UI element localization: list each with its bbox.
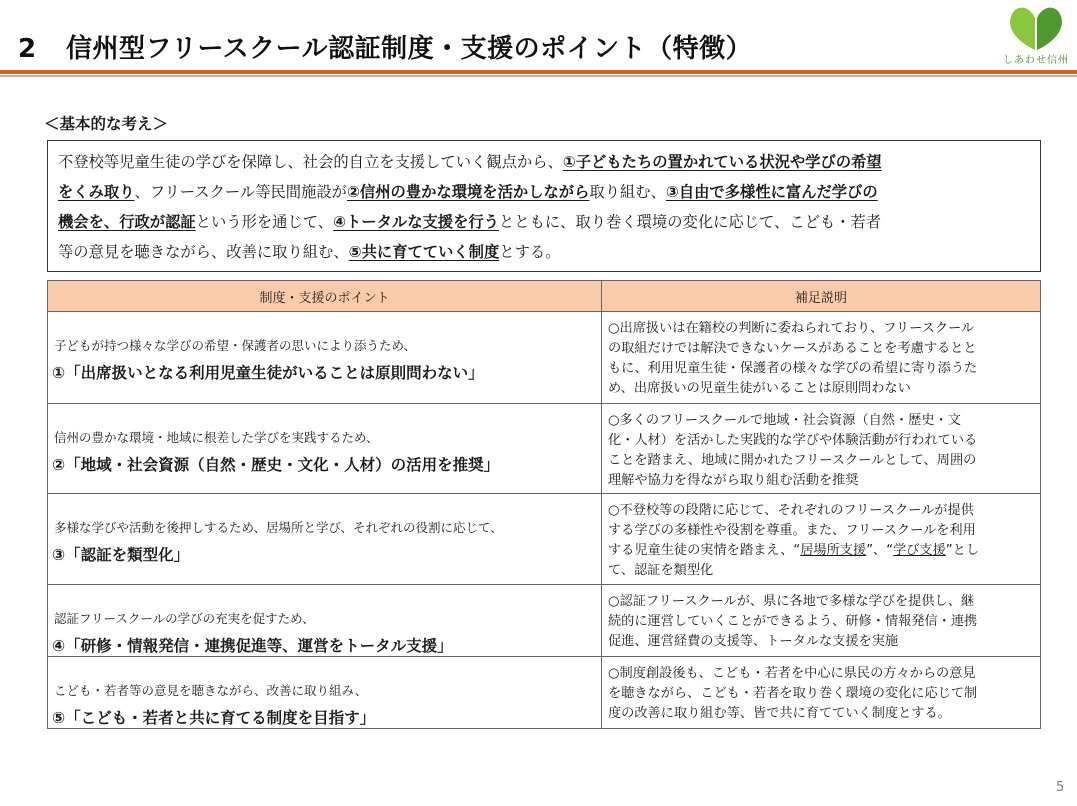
note-line (608, 359, 1034, 379)
point-intro: こども・若者等の意見を聴きながら、改善に取り組み、 (54, 683, 368, 698)
note-text: 理解や協力を得ながら取り組む活動を推奨 (608, 473, 859, 488)
note-line (608, 471, 1034, 491)
note-line (608, 664, 1034, 684)
note-text: を聴きながら、こども・若者を取り巻く環境の変化に応じて制 (608, 686, 978, 701)
concept-text: 取り組む、 (589, 183, 666, 201)
note-line (608, 339, 1034, 359)
point-cell (48, 404, 602, 494)
point-intro: 認証フリースクールの学びの充実を促すため、 (54, 611, 315, 626)
point-title: ④「研修・情報発信・連携促進等、運営をトータル支援」 (52, 637, 453, 655)
point-cell (48, 312, 602, 404)
concept-text: 等の意見を聴きながら、改善に取り組む、 (58, 243, 349, 261)
note-line (608, 684, 1034, 704)
note-cell (602, 312, 1041, 404)
note-text: 促進、運営経費の支援等、トータルな支援を実施 (608, 634, 899, 649)
concept-line (58, 237, 1030, 267)
concept-key-phrase: をくみ取り (58, 183, 135, 201)
points-table (47, 280, 1041, 729)
point-intro: 多様な学びや活動を後押しするため、居場所と学び、それぞれの役割に応じて、 (54, 520, 503, 535)
note-text: ○認証フリースクールが、県に各地で多様な学びを提供し、継 (608, 594, 975, 609)
note-line (608, 561, 1034, 581)
column-header-notes: 補足説明 (602, 281, 1041, 312)
concept-key-phrase: ⑤共に育てていく制度 (348, 243, 500, 261)
note-text: ○制度創設後も、こども・若者を中心に県民の方々からの意見 (608, 666, 976, 681)
concept-key-phrase: 機会を、行政が認証 (58, 213, 196, 231)
note-text: する児童生徒の実情を踏まえ、“ (608, 543, 801, 558)
table-row (48, 657, 1041, 729)
note-text: ことを踏まえ、地域に開かれたフリースクールとして、周囲の (608, 453, 977, 468)
point-cell (48, 494, 602, 585)
point-title: ⑤「こども・若者と共に育てる制度を目指す」 (52, 709, 376, 727)
note-cell (602, 404, 1041, 494)
concept-text: という形を通じて、 (195, 213, 334, 231)
note-line (608, 612, 1034, 632)
note-cell (602, 494, 1041, 585)
table-row (48, 585, 1041, 657)
note-cell (602, 657, 1041, 729)
concept-key-phrase: ④トータルな支援を行う (333, 213, 499, 231)
concept-line (58, 177, 1030, 207)
table-row (48, 404, 1041, 494)
point-cell (48, 585, 602, 657)
note-line (608, 411, 1034, 431)
note-cell (602, 585, 1041, 657)
note-line (608, 379, 1034, 399)
title-underline-grey (0, 75, 1077, 77)
note-text: ○不登校等の段階に応じて、それぞれのフリースクールが提供 (608, 503, 974, 518)
title-underline-orange (0, 70, 1077, 74)
page-number: 5 (1056, 780, 1065, 795)
section-number: 2 (18, 34, 37, 64)
concept-text: とともに、取り巻く環境の変化に応じて、こども・若者 (498, 213, 882, 231)
table-header-row (48, 281, 1041, 312)
note-line (608, 501, 1034, 521)
logo-text: しあわせ信州 (1003, 55, 1069, 66)
concept-line (58, 207, 1030, 237)
note-text: もに、利用児童生徒・保護者の様々な学びの希望に寄り添うた (608, 361, 978, 376)
note-text: ○多くのフリースクールで地域・社会資源（自然・歴史・文 (608, 413, 961, 428)
note-text: 化・人材）を活かした実践的な学びや体験活動が行われている (608, 433, 978, 448)
note-text: ○出席扱いは在籍校の判断に委ねられており、フリースクール (608, 321, 975, 336)
note-line (608, 319, 1034, 339)
point-title: ③「認証を類型化」 (52, 546, 190, 564)
note-line (608, 431, 1034, 451)
concept-key-phrase: ③自由で多様性に富んだ学びの (665, 183, 878, 201)
note-text: する学びの多様性や役割を尊重。また、フリースクールを利用 (608, 523, 976, 538)
point-intro: 子どもが持つ様々な学びの希望・保護者の思いにより添うため、 (54, 338, 417, 353)
concept-key-phrase: ②信州の豊かな環境を活かしながら (346, 183, 590, 201)
page-title (18, 28, 752, 65)
point-title: ①「出席扱いとなる利用児童生徒がいることは原則問わない」 (52, 364, 484, 382)
concept-text: 、フリースクール等民間施設が (134, 183, 347, 201)
column-header-points: 制度・支援のポイント (48, 281, 602, 312)
concept-text: とする。 (499, 243, 561, 261)
note-text: ”、“ (866, 543, 894, 558)
table-row (48, 312, 1041, 404)
note-line (608, 541, 1034, 561)
concept-line (58, 147, 1030, 177)
note-line (608, 704, 1034, 724)
note-text: て、認証を類型化 (608, 563, 714, 578)
note-text: め、出席扱いの児童生徒がいることは原則問わない (608, 381, 911, 396)
note-line (608, 521, 1034, 541)
note-text: 続的に運営していくことができるよう、研修・情報発信・連携 (608, 614, 978, 629)
heart-leaf-logo-icon (1000, 4, 1072, 54)
note-emphasis: 学び支援 (893, 543, 946, 558)
point-title: ②「地域・社会資源（自然・歴史・文化・人材）の活用を推奨」 (52, 456, 500, 474)
table-row (48, 494, 1041, 585)
note-line (608, 451, 1034, 471)
section-heading: ＜基本的な考え＞ (44, 115, 169, 133)
title-text: 信州型フリースクール認証制度・支援のポイント（特徴） (66, 34, 753, 64)
basic-concept-box (47, 140, 1041, 272)
note-emphasis: 居場所支援 (800, 543, 867, 558)
point-intro: 信州の豊かな環境・地域に根差した学びを実践するため、 (54, 430, 379, 445)
point-cell (48, 657, 602, 729)
note-line (608, 632, 1034, 652)
note-text: の取組だけでは解決できないケースがあることを考慮するとと (608, 341, 977, 356)
concept-text: 不登校等児童生徒の学びを保障し、社会的自立を支援していく観点から、 (58, 153, 563, 171)
concept-key-phrase: ①子どもたちの置かれている状況や学びの希望 (562, 153, 882, 171)
note-line (608, 592, 1034, 612)
note-text: 度の改善に取り組む等、皆で共に育てていく制度とする。 (608, 706, 951, 721)
note-text: ”とし (945, 543, 980, 558)
